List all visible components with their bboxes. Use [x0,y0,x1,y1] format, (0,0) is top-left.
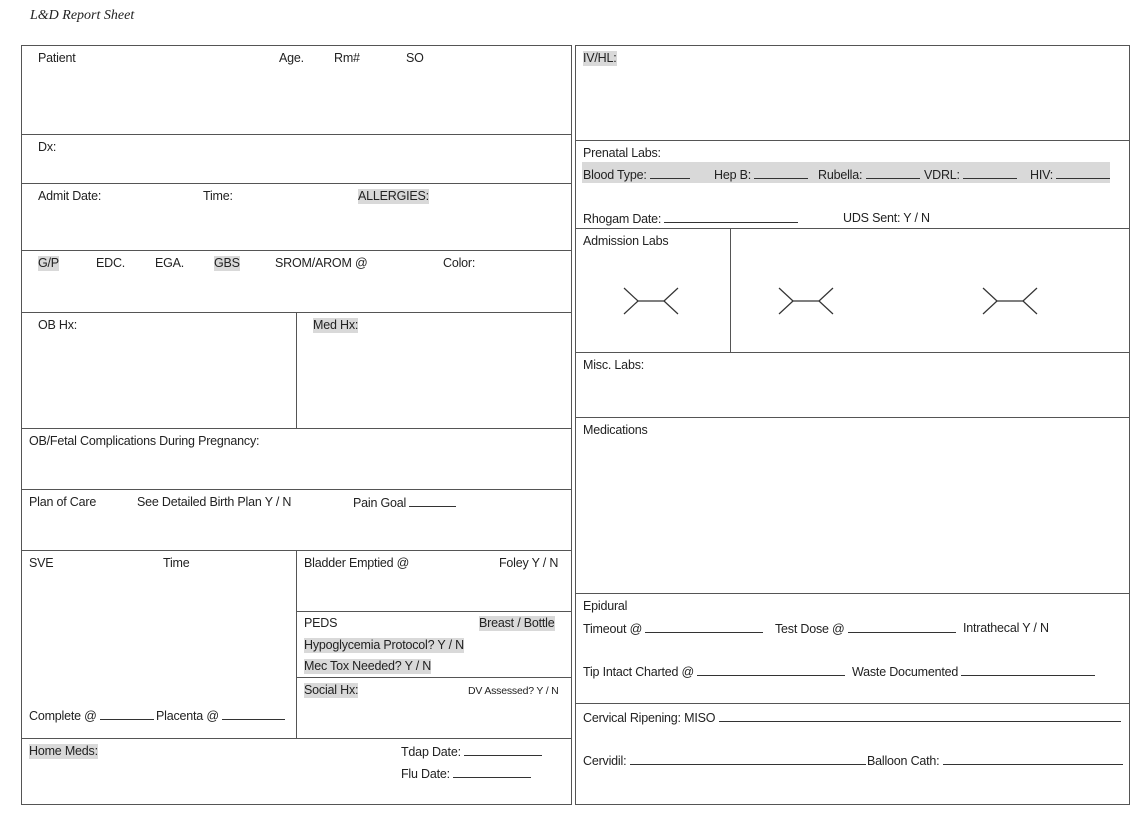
ob-hx-label: OB Hx: [38,318,78,332]
divider [296,550,297,738]
divider [575,417,1130,418]
test-dose-label: Test Dose @ [775,621,956,637]
med-hx-label: Med Hx: [313,318,359,332]
allergies-label: ALLERGIES: [358,189,429,203]
divider [575,703,1130,704]
divider [296,312,297,428]
divider [21,250,572,251]
fishbone-diagram-3 [981,287,1041,317]
divider [21,738,572,739]
age-label: Age. [279,51,304,65]
page-title: L&D Report Sheet [30,8,135,23]
medications-label: Medications [583,423,648,437]
placenta-label: Placenta @ [156,708,285,724]
cervical-ripening-label: Cervical Ripening: MISO [583,710,1121,726]
admit-date-label: Admit Date: [38,189,102,203]
divider [730,228,731,352]
balloon-cath-label: Balloon Cath: [867,753,1123,769]
divider [575,140,1130,141]
vdrl-label: VDRL: [924,167,1017,183]
sve-label: SVE [29,556,54,570]
rhogam-label: Rhogam Date: [583,211,798,227]
cervidil-label: Cervidil: [583,753,866,769]
divider [296,677,572,678]
fishbone-diagram-1 [622,287,682,317]
breast-bottle-label: Breast / Bottle [479,616,555,630]
flu-label: Flu Date: [401,766,531,782]
misc-labs-label: Misc. Labs: [583,358,645,372]
dx-label: Dx: [38,140,57,154]
sve-time-label: Time [163,556,190,570]
divider [21,489,572,490]
color-label: Color: [443,256,476,270]
timeout-label: Timeout @ [583,621,763,637]
hep-b-label: Hep B: [714,167,808,183]
home-meds-label: Home Meds: [29,744,98,758]
hiv-label: HIV: [1030,167,1110,183]
gp-label: G/P [38,256,59,270]
srom-label: SROM/AROM @ [275,256,368,270]
dv-assessed-label: DV Assessed? Y / N [468,685,559,697]
admission-labs-label: Admission Labs [583,234,669,248]
blood-type-label: Blood Type: [583,167,690,183]
uds-label: UDS Sent: Y / N [843,211,930,225]
bladder-label: Bladder Emptied @ [304,556,410,570]
waste-label: Waste Documented [852,664,1095,680]
complications-label: OB/Fetal Complications During Pregnancy: [29,434,260,448]
divider [21,183,572,184]
hypoglycemia-label: Hypoglycemia Protocol? Y / N [304,638,464,652]
divider [21,428,572,429]
fishbone-diagram-2 [777,287,837,317]
mec-tox-label: Mec Tox Needed? Y / N [304,659,432,673]
birth-plan-label: See Detailed Birth Plan Y / N [137,495,292,509]
divider [575,352,1130,353]
pain-goal-label: Pain Goal [353,495,456,511]
foley-label: Foley Y / N [499,556,559,570]
iv-hl-label: IV/HL: [583,51,617,65]
divider [575,228,1130,229]
gbs-label: GBS [214,256,240,270]
tdap-label: Tdap Date: [401,744,542,760]
plan-of-care-label: Plan of Care [29,495,97,509]
prenatal-labs-label: Prenatal Labs: [583,146,661,160]
patient-label: Patient [38,51,76,65]
intrathecal-label: Intrathecal Y / N [963,621,1049,635]
room-label: Rm# [334,51,360,65]
time-label: Time: [203,189,233,203]
ega-label: EGA. [155,256,185,270]
divider [21,134,572,135]
edc-label: EDC. [96,256,126,270]
tip-intact-label: Tip Intact Charted @ [583,664,845,680]
rubella-label: Rubella: [818,167,920,183]
epidural-label: Epidural [583,599,628,613]
peds-label: PEDS [304,616,338,630]
social-hx-label: Social Hx: [304,683,359,697]
divider [296,611,572,612]
complete-label: Complete @ [29,708,154,724]
divider [575,593,1130,594]
so-label: SO [406,51,424,65]
